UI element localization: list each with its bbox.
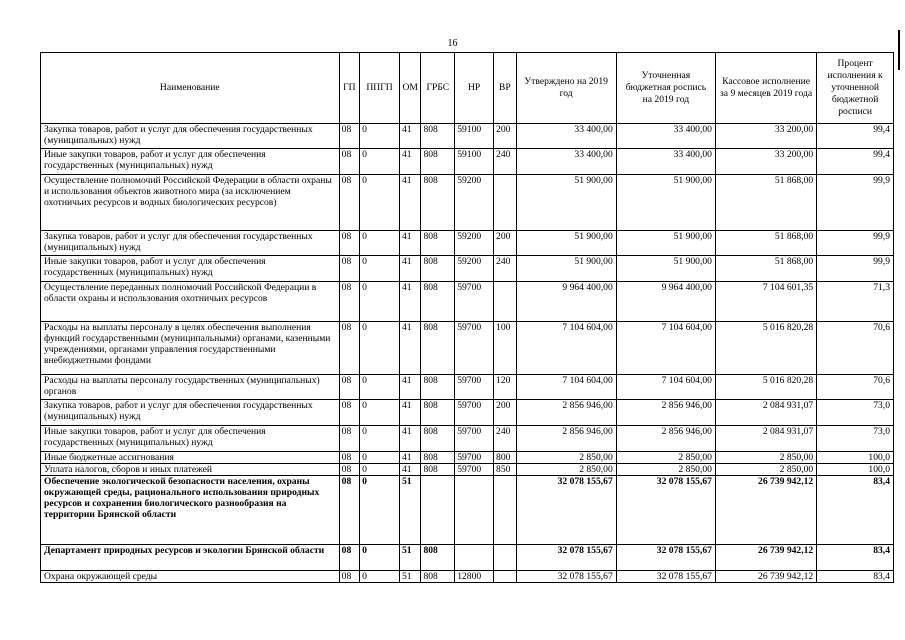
cell-refined: 2 856 946,00 <box>616 400 715 426</box>
cell-name: Иные закупки товаров, работ и услуг для обеспечения государственных (муниципальных) нужд <box>41 426 340 452</box>
scan-edge-line <box>898 30 900 70</box>
header-ppgp: ППГП <box>360 53 400 124</box>
cell-nr: 59700 <box>455 282 494 322</box>
cell-grbs: 808 <box>421 282 455 322</box>
cell-gp: 08 <box>339 452 359 464</box>
cell-refined: 51 900,00 <box>616 231 715 256</box>
cell-grbs: 808 <box>421 545 455 571</box>
cell-nr: 59700 <box>455 452 494 464</box>
cell-vr <box>494 476 517 545</box>
cell-nr: 59700 <box>455 322 494 375</box>
cell-approved: 2 850,00 <box>516 464 616 476</box>
header-nr: НР <box>455 53 494 124</box>
budget-table <box>40 52 894 583</box>
cell-grbs: 808 <box>421 256 455 282</box>
cell-gp: 08 <box>339 149 359 175</box>
cell-name: Осуществление полномочий Российской Федерации в области охраны и использования объектов животного мира (за исключением охотничьих ресурсов и водных биологических ресурсов) <box>41 175 340 231</box>
cell-grbs: 808 <box>421 400 455 426</box>
cell-vr: 120 <box>494 375 517 400</box>
cell-gp: 08 <box>339 322 359 375</box>
cell-name: Иные бюджетные ассигнования <box>41 452 340 464</box>
cell-om: 41 <box>399 175 420 231</box>
cell-om: 41 <box>399 282 420 322</box>
cell-grbs: 808 <box>421 124 455 149</box>
header-om: ОМ <box>399 53 420 124</box>
cell-nr <box>455 545 494 571</box>
cell-cash: 33 200,00 <box>715 149 816 175</box>
header-refined: Уточненная бюджетная роспись на 2019 год <box>616 53 715 124</box>
cell-name: Расходы на выплаты персоналу в целях обеспечения выполнения функций государственными (муниципальными) органами, казенными учреждениями, органами управления государственными внебюджетными фондами <box>41 322 340 375</box>
cell-gp: 08 <box>339 282 359 322</box>
cell-approved: 2 850,00 <box>516 452 616 464</box>
cell-cash: 26 739 942,12 <box>715 545 816 571</box>
cell-grbs: 808 <box>421 464 455 476</box>
cell-percent: 83,4 <box>817 545 894 571</box>
cell-refined: 32 078 155,67 <box>616 476 715 545</box>
cell-vr: 200 <box>494 231 517 256</box>
cell-ppgp: 0 <box>360 124 400 149</box>
table-row <box>41 375 894 400</box>
cell-percent: 99,9 <box>817 256 894 282</box>
cell-vr <box>494 571 517 583</box>
cell-nr: 59100 <box>455 124 494 149</box>
cell-om: 41 <box>399 375 420 400</box>
cell-nr: 59700 <box>455 464 494 476</box>
table-row <box>41 464 894 476</box>
cell-gp: 08 <box>339 124 359 149</box>
cell-ppgp: 0 <box>360 149 400 175</box>
cell-percent: 73,0 <box>817 400 894 426</box>
cell-vr: 850 <box>494 464 517 476</box>
cell-grbs <box>421 476 455 545</box>
cell-refined: 33 400,00 <box>616 124 715 149</box>
cell-om: 41 <box>399 322 420 375</box>
cell-grbs: 808 <box>421 571 455 583</box>
cell-nr: 59700 <box>455 375 494 400</box>
cell-cash: 26 739 942,12 <box>715 571 816 583</box>
cell-ppgp: 0 <box>360 175 400 231</box>
cell-cash: 5 016 820,28 <box>715 322 816 375</box>
header-gp: ГП <box>339 53 359 124</box>
cell-name: Расходы на выплаты персоналу государственных (муниципальных) органов <box>41 375 340 400</box>
cell-percent: 99,9 <box>817 231 894 256</box>
table-row <box>41 256 894 282</box>
cell-cash: 33 200,00 <box>715 124 816 149</box>
cell-ppgp: 0 <box>360 452 400 464</box>
cell-om: 51 <box>399 545 420 571</box>
header-approved: Утверждено на 2019 год <box>516 53 616 124</box>
cell-approved: 2 856 946,00 <box>516 426 616 452</box>
cell-nr: 59700 <box>455 426 494 452</box>
cell-om: 41 <box>399 231 420 256</box>
cell-ppgp: 0 <box>360 476 400 545</box>
cell-grbs: 808 <box>421 322 455 375</box>
cell-ppgp: 0 <box>360 375 400 400</box>
cell-percent: 70,6 <box>817 322 894 375</box>
table-row <box>41 400 894 426</box>
cell-percent: 99,4 <box>817 149 894 175</box>
cell-ppgp: 0 <box>360 282 400 322</box>
cell-nr: 59700 <box>455 400 494 426</box>
cell-cash: 51 868,00 <box>715 231 816 256</box>
cell-refined: 33 400,00 <box>616 149 715 175</box>
header-vr: ВР <box>494 53 517 124</box>
cell-cash: 26 739 942,12 <box>715 476 816 545</box>
cell-vr: 240 <box>494 426 517 452</box>
cell-grbs: 808 <box>421 426 455 452</box>
cell-om: 41 <box>399 400 420 426</box>
cell-ppgp: 0 <box>360 571 400 583</box>
cell-gp: 08 <box>339 256 359 282</box>
cell-refined: 32 078 155,67 <box>616 545 715 571</box>
cell-percent: 99,9 <box>817 175 894 231</box>
header-cash: Кассовое исполнение за 9 месяцев 2019 года <box>715 53 816 124</box>
cell-name: Закупка товаров, работ и услуг для обеспечения государственных (муниципальных) нужд <box>41 231 340 256</box>
cell-name: Обеспечение экологической безопасности населения, охраны окружающей среды, рационального использования природных ресурсов и сохранения биологического разнообразия на территории Брянской области <box>41 476 340 545</box>
cell-om: 41 <box>399 464 420 476</box>
cell-percent: 100,0 <box>817 452 894 464</box>
cell-cash: 2 084 931,07 <box>715 400 816 426</box>
table-row <box>41 476 894 545</box>
cell-name: Осуществление переданных полномочий Российской Федерации в области охраны и использования охотничьих ресурсов <box>41 282 340 322</box>
cell-percent: 71,3 <box>817 282 894 322</box>
cell-cash: 2 850,00 <box>715 452 816 464</box>
cell-om: 41 <box>399 256 420 282</box>
cell-ppgp: 0 <box>360 545 400 571</box>
cell-percent: 83,4 <box>817 571 894 583</box>
cell-refined: 9 964 400,00 <box>616 282 715 322</box>
cell-name: Закупка товаров, работ и услуг для обеспечения государственных (муниципальных) нужд <box>41 400 340 426</box>
cell-cash: 51 868,00 <box>715 175 816 231</box>
cell-ppgp: 0 <box>360 256 400 282</box>
cell-nr: 59100 <box>455 149 494 175</box>
cell-approved: 32 078 155,67 <box>516 571 616 583</box>
cell-percent: 70,6 <box>817 375 894 400</box>
table-row <box>41 231 894 256</box>
cell-name: Департамент природных ресурсов и экологии Брянской области <box>41 545 340 571</box>
cell-name: Уплата налогов, сборов и иных платежей <box>41 464 340 476</box>
cell-om: 41 <box>399 452 420 464</box>
cell-percent: 73,0 <box>817 426 894 452</box>
cell-approved: 33 400,00 <box>516 124 616 149</box>
cell-vr: 800 <box>494 452 517 464</box>
cell-percent: 99,4 <box>817 124 894 149</box>
cell-approved: 51 900,00 <box>516 256 616 282</box>
cell-refined: 2 850,00 <box>616 452 715 464</box>
cell-grbs: 808 <box>421 231 455 256</box>
table-row <box>41 149 894 175</box>
cell-nr: 59200 <box>455 256 494 282</box>
cell-approved: 9 964 400,00 <box>516 282 616 322</box>
cell-grbs: 808 <box>421 175 455 231</box>
cell-gp: 08 <box>339 231 359 256</box>
cell-ppgp: 0 <box>360 400 400 426</box>
table-row <box>41 571 894 583</box>
cell-cash: 7 104 601,35 <box>715 282 816 322</box>
cell-approved: 32 078 155,67 <box>516 476 616 545</box>
cell-vr: 200 <box>494 124 517 149</box>
cell-gp: 08 <box>339 464 359 476</box>
cell-approved: 2 856 946,00 <box>516 400 616 426</box>
cell-name: Иные закупки товаров, работ и услуг для обеспечения государственных (муниципальных) нужд <box>41 256 340 282</box>
cell-gp: 08 <box>339 545 359 571</box>
cell-approved: 51 900,00 <box>516 175 616 231</box>
cell-ppgp: 0 <box>360 464 400 476</box>
cell-gp: 08 <box>339 375 359 400</box>
table-row <box>41 175 894 231</box>
cell-vr: 240 <box>494 256 517 282</box>
cell-vr: 200 <box>494 400 517 426</box>
cell-refined: 7 104 604,00 <box>616 322 715 375</box>
cell-cash: 2 850,00 <box>715 464 816 476</box>
table-header-row <box>41 53 894 124</box>
cell-nr <box>455 476 494 545</box>
cell-vr <box>494 175 517 231</box>
cell-ppgp: 0 <box>360 231 400 256</box>
cell-percent: 83,4 <box>817 476 894 545</box>
cell-cash: 2 084 931,07 <box>715 426 816 452</box>
cell-cash: 51 868,00 <box>715 256 816 282</box>
header-percent: Процент исполнения к уточненной бюджетной росписи <box>817 53 894 124</box>
cell-om: 41 <box>399 426 420 452</box>
table-row <box>41 452 894 464</box>
cell-ppgp: 0 <box>360 322 400 375</box>
cell-gp: 08 <box>339 571 359 583</box>
cell-vr: 100 <box>494 322 517 375</box>
cell-name: Закупка товаров, работ и услуг для обеспечения государственных (муниципальных) нужд <box>41 124 340 149</box>
cell-refined: 7 104 604,00 <box>616 375 715 400</box>
cell-approved: 51 900,00 <box>516 231 616 256</box>
cell-grbs: 808 <box>421 375 455 400</box>
cell-ppgp: 0 <box>360 426 400 452</box>
table-row <box>41 124 894 149</box>
table-row <box>41 545 894 571</box>
cell-grbs: 808 <box>421 452 455 464</box>
cell-name: Иные закупки товаров, работ и услуг для обеспечения государственных (муниципальных) нужд <box>41 149 340 175</box>
cell-gp: 08 <box>339 175 359 231</box>
cell-vr <box>494 545 517 571</box>
cell-nr: 59200 <box>455 231 494 256</box>
cell-refined: 51 900,00 <box>616 256 715 282</box>
cell-approved: 33 400,00 <box>516 149 616 175</box>
cell-approved: 32 078 155,67 <box>516 545 616 571</box>
cell-percent: 100,0 <box>817 464 894 476</box>
header-grbs: ГРБС <box>421 53 455 124</box>
cell-gp: 08 <box>339 476 359 545</box>
cell-grbs: 808 <box>421 149 455 175</box>
cell-om: 51 <box>399 476 420 545</box>
cell-refined: 51 900,00 <box>616 175 715 231</box>
cell-om: 41 <box>399 149 420 175</box>
cell-om: 41 <box>399 124 420 149</box>
cell-refined: 2 850,00 <box>616 464 715 476</box>
cell-nr: 59200 <box>455 175 494 231</box>
cell-refined: 32 078 155,67 <box>616 571 715 583</box>
page-number: 16 <box>447 38 458 49</box>
cell-vr <box>494 282 517 322</box>
cell-approved: 7 104 604,00 <box>516 322 616 375</box>
cell-gp: 08 <box>339 400 359 426</box>
cell-approved: 7 104 604,00 <box>516 375 616 400</box>
header-name: Наименование <box>41 53 340 124</box>
table-row <box>41 426 894 452</box>
cell-cash: 5 016 820,28 <box>715 375 816 400</box>
cell-gp: 08 <box>339 426 359 452</box>
cell-name: Охрана окружающей среды <box>41 571 340 583</box>
cell-nr: 12800 <box>455 571 494 583</box>
cell-refined: 2 856 946,00 <box>616 426 715 452</box>
cell-om: 51 <box>399 571 420 583</box>
cell-vr: 240 <box>494 149 517 175</box>
table-row <box>41 322 894 375</box>
table-row <box>41 282 894 322</box>
